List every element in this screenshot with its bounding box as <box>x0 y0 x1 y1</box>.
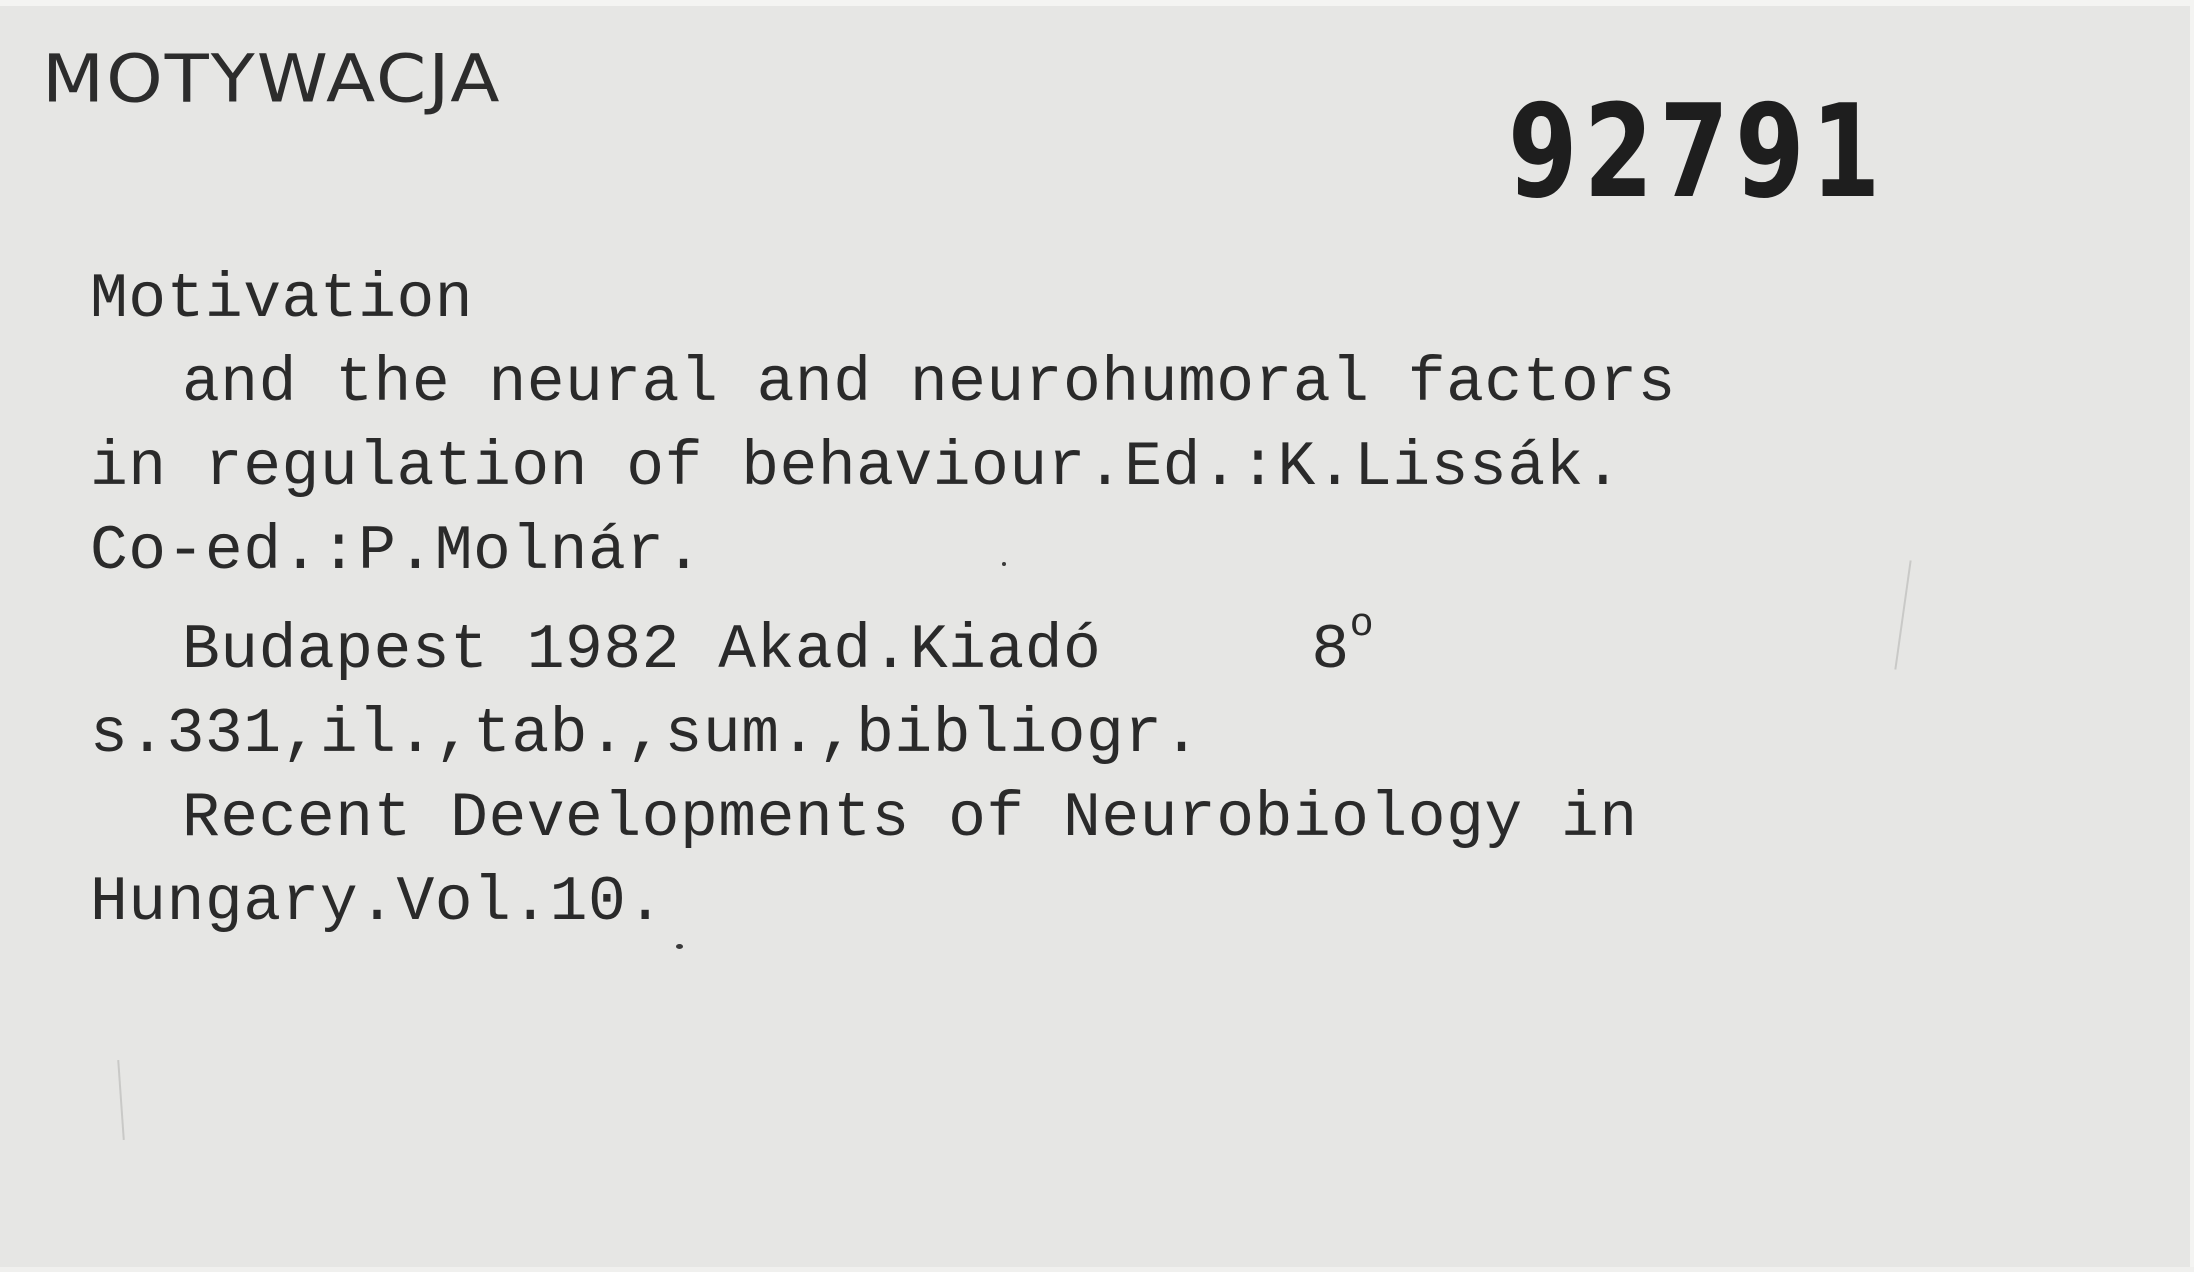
card-edge-right <box>2190 0 2194 1272</box>
paper-scratch <box>1894 560 1911 669</box>
entry-series-line1: Recent Developments of Neurobiology in <box>182 783 1638 854</box>
entry-format <box>1311 603 1375 686</box>
entry-imprint-line <box>90 594 1676 693</box>
subject-heading: MOTYWACJA <box>42 40 502 118</box>
card-edge-top <box>0 0 2194 6</box>
ink-speck <box>676 944 683 949</box>
entry-subtitle-line1: and the neural and neurohumoral factors <box>182 348 1676 419</box>
entry-format-degree: o <box>1349 603 1375 648</box>
entry-format-number: 8 <box>1311 615 1350 686</box>
accession-number: 92791 <box>1508 78 1887 227</box>
ink-speck <box>1002 562 1006 566</box>
entry-physical-description: s.331,il.,tab.,sum.,bibliogr. <box>90 699 1201 770</box>
card-edge-bottom <box>0 1267 2194 1272</box>
entry-subtitle-line3: Co-ed.:P.Molnár. <box>90 516 703 587</box>
bibliographic-entry <box>90 258 1676 945</box>
entry-series-line2: Hungary.Vol.10. <box>90 867 665 938</box>
paper-scratch <box>117 1060 125 1140</box>
entry-title: Motivation <box>90 264 474 335</box>
entry-imprint: Budapest 1982 Akad.Kiadó <box>182 615 1102 686</box>
entry-subtitle-line2: in regulation of behaviour.Ed.:K.Lissák. <box>90 432 1623 503</box>
